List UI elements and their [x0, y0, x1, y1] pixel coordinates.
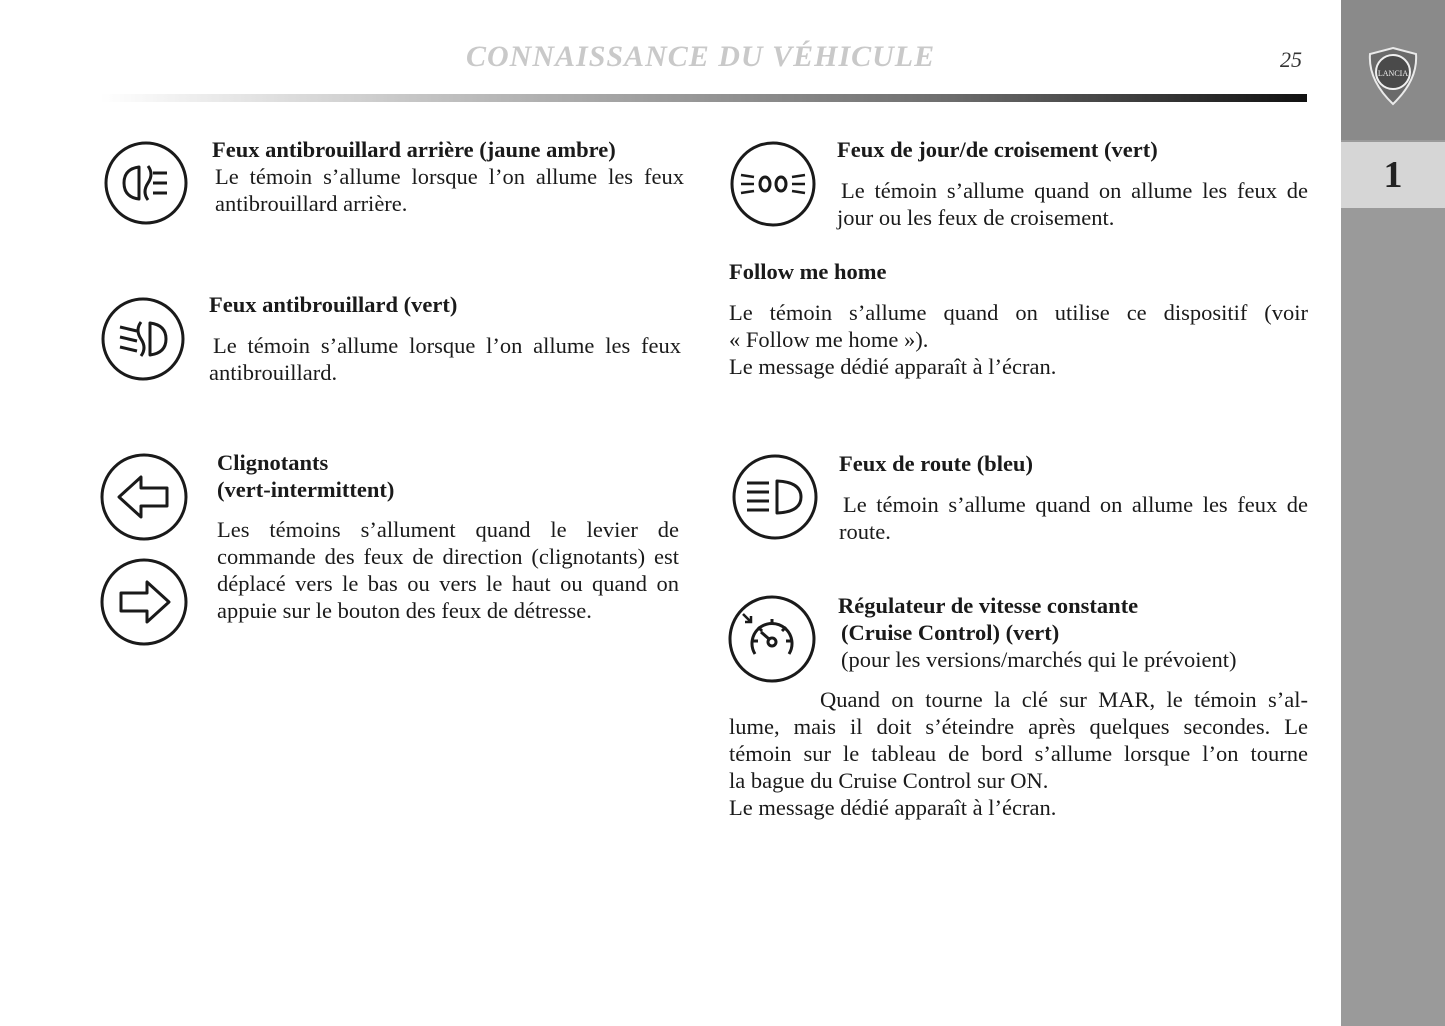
cruise-control-body-line2: lume, mais il doit s’éteindre après quelques secondes. Le [729, 714, 1308, 739]
follow-me-home-line1: Le témoin s’allume quand on utilise ce dispositif (voir [729, 300, 1308, 325]
rear-fog-title: Feux antibrouillard arrière (jaune ambre) [212, 137, 616, 162]
logo-text: LANCIA [1377, 69, 1409, 78]
chapter-side-tab [1341, 0, 1445, 1026]
chapter-number[interactable]: 1 [1341, 142, 1445, 208]
cruise-control-body [729, 686, 1308, 821]
header-rule [100, 94, 1307, 102]
turn-signals-body: Les témoins s’allument quand le levier de commande des feux de direction (clignotants) est déplacé vers le bas ou vers le haut ou quand on appuie sur le bouton des feux de détresse. [217, 517, 679, 623]
cruise-control-title-line2 [838, 619, 1308, 646]
front-fog-light-icon [100, 296, 186, 382]
follow-me-home-section [729, 258, 1308, 380]
dipped-beam-section [837, 136, 1308, 231]
follow-me-home-line2: « Follow me home »). [729, 327, 929, 352]
rear-fog-body: Le témoin s’allume lorsque l’on allume les feux antibrouillard arrière. [215, 164, 684, 216]
main-beam-section [839, 450, 1308, 545]
cruise-control-body-line5: Le message dédié apparaît à l’écran. [729, 795, 1057, 820]
cruise-control-section [838, 592, 1308, 673]
main-beam-body: Le témoin s’allume quand on allume les feux de route. [839, 492, 1308, 544]
cruise-control-subtitle: (pour les versions/marchés qui le prévoient) [841, 647, 1237, 672]
dipped-beam-title: Feux de jour/de croisement (vert) [837, 137, 1158, 162]
follow-me-home-title: Follow me home [729, 259, 887, 284]
cruise-control-icon [727, 594, 817, 684]
cruise-control-body-line4: la bague du Cruise Control sur ON. [729, 768, 1049, 793]
main-beam-icon [731, 453, 819, 541]
front-fog-body: Le témoin s’allume lorsque l’on allume les feux antibrouillard. [209, 333, 681, 385]
dipped-beam-icon [729, 140, 817, 228]
turn-signals-title-line1: Clignotants [217, 450, 329, 475]
cruise-control-title-rest: ) (vert) [992, 620, 1060, 645]
cruise-control-body-line3: témoin sur le tableau de bord s’allume lorsque l’on tourne [729, 741, 1308, 766]
turn-signals-title-line2: (vert-intermittent) [217, 477, 395, 502]
lancia-logo-icon [1366, 46, 1420, 106]
cruise-control-title-line1: Régulateur de vitesse constante [838, 593, 1139, 618]
page-number: 25 [1280, 47, 1302, 72]
cruise-control-title-bold: (Cruise Control [841, 620, 993, 645]
right-arrow-icon [99, 557, 189, 647]
rear-fog-section [212, 136, 684, 217]
front-fog-section [209, 291, 681, 386]
follow-me-home-line3: Le message dédié apparaît à l’écran. [729, 354, 1057, 379]
main-beam-title: Feux de route (bleu) [839, 451, 1033, 476]
front-fog-title: Feux antibrouillard (vert) [209, 292, 458, 317]
dipped-beam-body: Le témoin s’allume quand on allume les feux de jour ou les feux de croisement. [837, 178, 1308, 230]
cruise-control-body-line1: Quand on tourne la clé sur MAR, le témoin s’al- [820, 687, 1308, 712]
page-header-title: CONNAISSANCE DU VÉHICULE [466, 40, 936, 73]
turn-signals-section [217, 449, 679, 624]
left-arrow-icon [99, 452, 189, 542]
rear-fog-light-icon [103, 140, 189, 226]
